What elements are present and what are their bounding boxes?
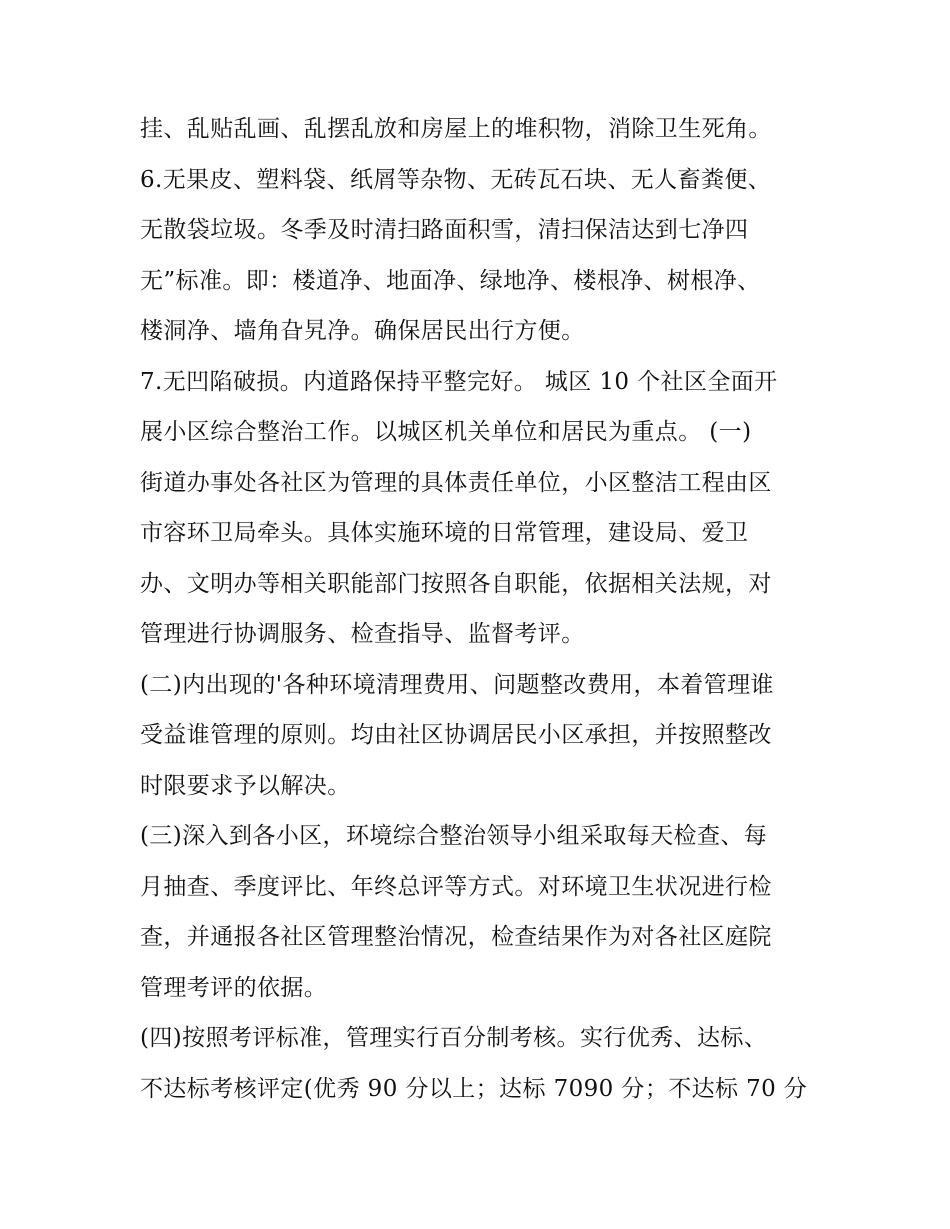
- text-line: 办、文明办等相关职能部门按照各自职能，依据相关法规，对: [140, 570, 772, 597]
- text-line: 时限要求予以解决。: [140, 772, 351, 799]
- text-line: 楼洞净、墙角旮旯净。确保居民出行方便。: [140, 318, 585, 344]
- text-line: 不达标考核评定(优秀 90 分以上；达标 7090 分；不达标 70 分: [140, 1075, 808, 1102]
- text-line: 6.无果皮、塑料袋、纸屑等杂物、无砖瓦石块、无人畜粪便、: [140, 166, 772, 193]
- text-line: 市容环卫局牵头。具体实施环境的日常管理，建设局、爱卫: [140, 520, 749, 546]
- text-line: 管理考评的依据。: [140, 974, 328, 1001]
- text-line: 展小区综合整治工作。以城区机关单位和居民为重点。 (一): [140, 419, 752, 445]
- text-line: 查，并通报各社区管理整治情况，检查结果作为对各社区庭院: [140, 924, 772, 950]
- text-line: 7.无凹陷破损。内道路保持平整完好。 城区 10 个社区全面开: [140, 368, 778, 395]
- text-line: 无”标准。即：楼道净、地面净、绿地净、楼根净、树根净、: [140, 267, 761, 294]
- text-line: 管理进行协调服务、检查指导、监督考评。: [140, 621, 585, 647]
- text-line: 挂、乱贴乱画、乱摆乱放和房屋上的堆积物，消除卫生死角。: [140, 116, 772, 142]
- text-line: 无散袋垃圾。冬季及时清扫路面积雪，清扫保洁达到七净四: [140, 217, 749, 243]
- text-line: 街道办事处各社区为管理的具体责任单位，小区整洁工程由区: [140, 469, 772, 496]
- text-line: 受益谁管理的原则。均由社区协调居民小区承担，并按照整改: [140, 722, 772, 748]
- text-line: (三)深入到各小区，环境综合整治领导小组采取每天检查、每: [140, 823, 768, 849]
- text-line: (四)按照考评标准，管理实行百分制考核。实行优秀、达标、: [140, 1025, 768, 1051]
- text-line: 月抽查、季度评比、年终总评等方式。对环境卫生状况进行检: [140, 873, 772, 900]
- text-line: (二)内出现的'各种环境清理费用、问题整改费用，本着管理谁: [140, 671, 774, 698]
- document-body: [140, 104, 820, 1114]
